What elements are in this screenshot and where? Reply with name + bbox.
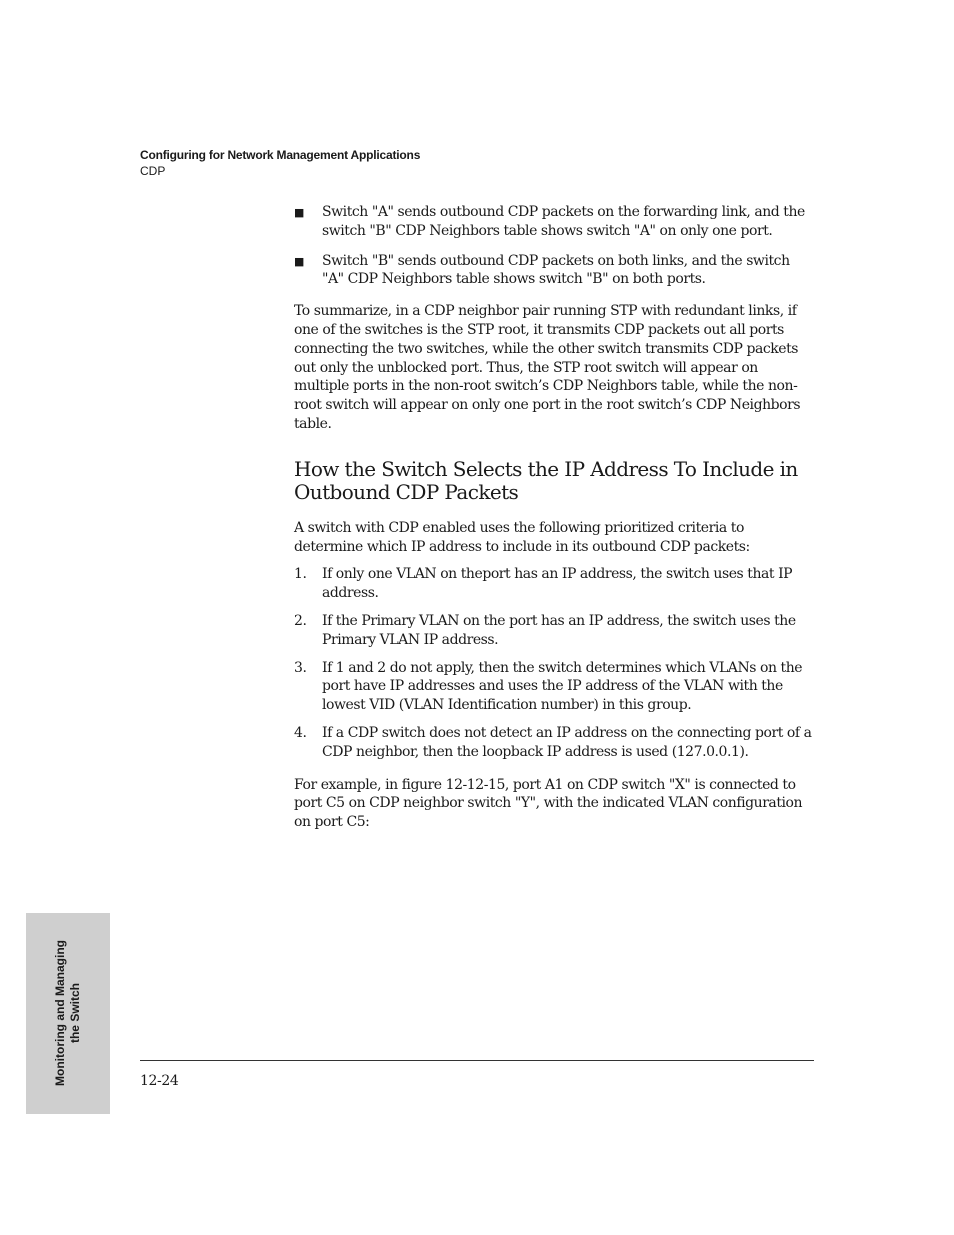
item-text: If only one VLAN on theport has an IP address, the switch uses that IP address.: [322, 566, 793, 602]
running-head-subtitle: CDP: [140, 164, 166, 178]
bullet-item: [294, 203, 814, 241]
footer-divider: [140, 1060, 814, 1061]
section-heading: How the Switch Selects the IP Address To Include in Outbound CDP Packets: [294, 456, 798, 505]
numbered-item: [294, 724, 814, 762]
item-number: 4.: [294, 724, 307, 741]
item-number: 1.: [294, 566, 307, 583]
example-paragraph: For example, in figure 12-12-15, port A1 on CDP switch "X" is connected to port C5 on CDP neighbor switch "Y", with the indicated VLAN configuration on port C5:: [294, 776, 803, 831]
page-number: 12-24: [140, 1073, 179, 1089]
numbered-item: [294, 612, 814, 650]
item-number: 2.: [294, 612, 307, 629]
intro-paragraph: A switch with CDP enabled uses the following prioritized criteria to determine which IP address to include in its outbound CDP packets:: [294, 519, 750, 555]
side-tab-label: Monitoring and Managing the Switch: [53, 940, 82, 1086]
running-head-title: Configuring for Network Management Applications: [140, 148, 421, 162]
numbered-item: [294, 565, 814, 603]
item-number: 3.: [294, 659, 307, 676]
running-head: [140, 147, 420, 179]
item-text: If a CDP switch does not detect an IP address on the connecting port of a CDP neighbor, then the loopback IP address is used (127.0.0.1).: [322, 724, 812, 760]
summary-paragraph: To summarize, in a CDP neighbor pair running STP with redundant links, if one of the switches is the STP root, it transmits CDP packets out all ports connecting the two switches, while the other switch transmits CDP packets out only the unblocked port. Thus, the STP root switch will appear on multiple ports in the non-root switch’s CDP Neighbors table, while the non-root switch will appear on only one port in the root switch’s CDP Neighbors table.: [294, 303, 801, 432]
bullet-item: [294, 252, 814, 290]
square-bullet-icon: ■: [294, 206, 304, 219]
numbered-list: [294, 565, 814, 761]
item-text: If 1 and 2 do not apply, then the switch determines which VLANs on the port have IP addresses and uses the IP address of the VLAN with the lowest VID (VLAN Identification number) in this group.: [322, 659, 803, 714]
numbered-item: [294, 659, 814, 715]
chapter-side-tab: [26, 913, 110, 1114]
bullet-text: Switch "B" sends outbound CDP packets on both links, and the switch "A" CDP Neighbors table shows switch "B" on both ports.: [322, 252, 790, 288]
main-text-column: [294, 203, 814, 832]
item-text: If the Primary VLAN on the port has an IP address, the switch uses the Primary VLAN IP address.: [322, 612, 796, 648]
square-bullet-icon: ■: [294, 254, 304, 268]
bullet-list: [294, 203, 814, 289]
bullet-text: Switch "A" sends outbound CDP packets on the forwarding link, and the switch "B" CDP Neighbors table shows switch "A" on only one port.: [322, 204, 805, 239]
